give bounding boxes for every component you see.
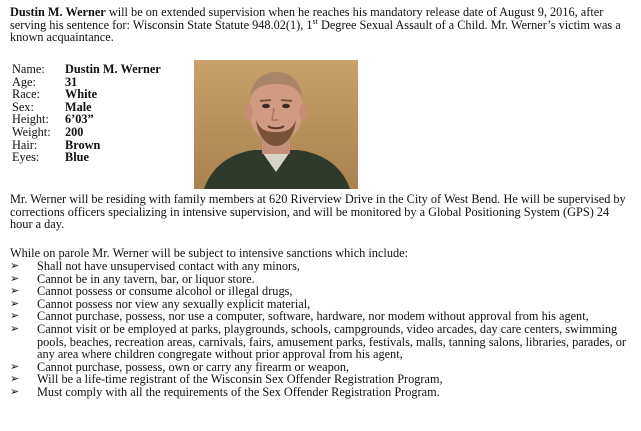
list-item: ➢ Cannot purchase, possess, own or carry any firearm or weapon, bbox=[10, 359, 350, 374]
fact-row-race: Race: White bbox=[12, 87, 98, 102]
residence-paragraph: Mr. Werner will be residing with family members at 620 Riverview Drive in the City of West Bend. He will be supervised by corrections officers specializing in intensive supervision, and will be monitored by a Global Positioning System (GPS) 24 hour a day. bbox=[10, 192, 626, 232]
fact-row-height: Height: 6’03” bbox=[12, 112, 94, 127]
fact-row-weight: Weight: 200 bbox=[12, 124, 84, 139]
arrow-bullet-icon: ➢ bbox=[10, 359, 20, 373]
intro-text-b: Degree Sexual Assault of a Child. Mr. Werner’s victim was a known acquaintance. bbox=[10, 17, 621, 45]
list-item: ➢ Cannot visit or be employed at parks, playgrounds, schools, campgrounds, video arcades, day care centers, swimming pools, beaches, recreation areas, carnivals, fairs, amusement parks, festivals, malls, tanning salons, libraries, parades, or any area where children congregate without prior approval from his agent, bbox=[10, 321, 627, 362]
list-item: ➢ Cannot be in any tavern, bar, or liquor store. bbox=[10, 271, 255, 286]
facts-table bbox=[12, 63, 192, 164]
list-item: ➢ Cannot possess or consume alcohol or illegal drugs, bbox=[10, 284, 293, 299]
arrow-bullet-icon: ➢ bbox=[10, 271, 20, 285]
fact-row-sex: Sex: Male bbox=[12, 99, 92, 114]
arrow-bullet-icon: ➢ bbox=[10, 259, 20, 272]
offender-name: Dustin M. Werner bbox=[10, 5, 106, 19]
fact-row-eyes: Eyes: Blue bbox=[12, 150, 89, 165]
fact-row-name: Name: Dustin M. Werner bbox=[12, 62, 161, 76]
list-item: ➢ Cannot purchase, possess, nor use a computer, software, hardware, nor modem without approval from his agent, bbox=[10, 309, 589, 324]
mugshot-illustration bbox=[194, 60, 358, 189]
list-item: ➢ Will be a life-time registrant of the Wisconsin Sex Offender Registration Program, bbox=[10, 372, 443, 387]
arrow-bullet-icon: ➢ bbox=[10, 296, 20, 310]
arrow-bullet-icon: ➢ bbox=[10, 384, 20, 398]
fact-row-age: Age: 31 bbox=[12, 74, 78, 89]
mugshot-photo bbox=[194, 60, 358, 189]
intro-paragraph bbox=[10, 6, 632, 44]
parole-intro: While on parole Mr. Werner will be subject to intensive sanctions which include: bbox=[10, 246, 408, 260]
arrow-bullet-icon: ➢ bbox=[10, 372, 20, 386]
intro-text-a: will be on extended supervision when he reaches his mandatory release date of August 9, 2016, after serving his sentence for: Wisconsin State Statute 948.02(1), 1 bbox=[10, 5, 604, 32]
sanctions-list bbox=[10, 260, 635, 399]
list-item: ➢ Cannot possess nor view any sexually explicit material, bbox=[10, 296, 311, 311]
arrow-bullet-icon: ➢ bbox=[10, 284, 20, 298]
ordinal-suffix: st bbox=[312, 16, 318, 26]
arrow-bullet-icon: ➢ bbox=[10, 321, 20, 335]
fact-row-hair: Hair: Brown bbox=[12, 137, 101, 152]
list-item: ➢ Must comply with all the requirements of the Sex Offender Registration Program. bbox=[10, 384, 440, 399]
arrow-bullet-icon: ➢ bbox=[10, 309, 20, 323]
list-item: ➢ Shall not have unsupervised contact with any minors, bbox=[10, 259, 300, 273]
